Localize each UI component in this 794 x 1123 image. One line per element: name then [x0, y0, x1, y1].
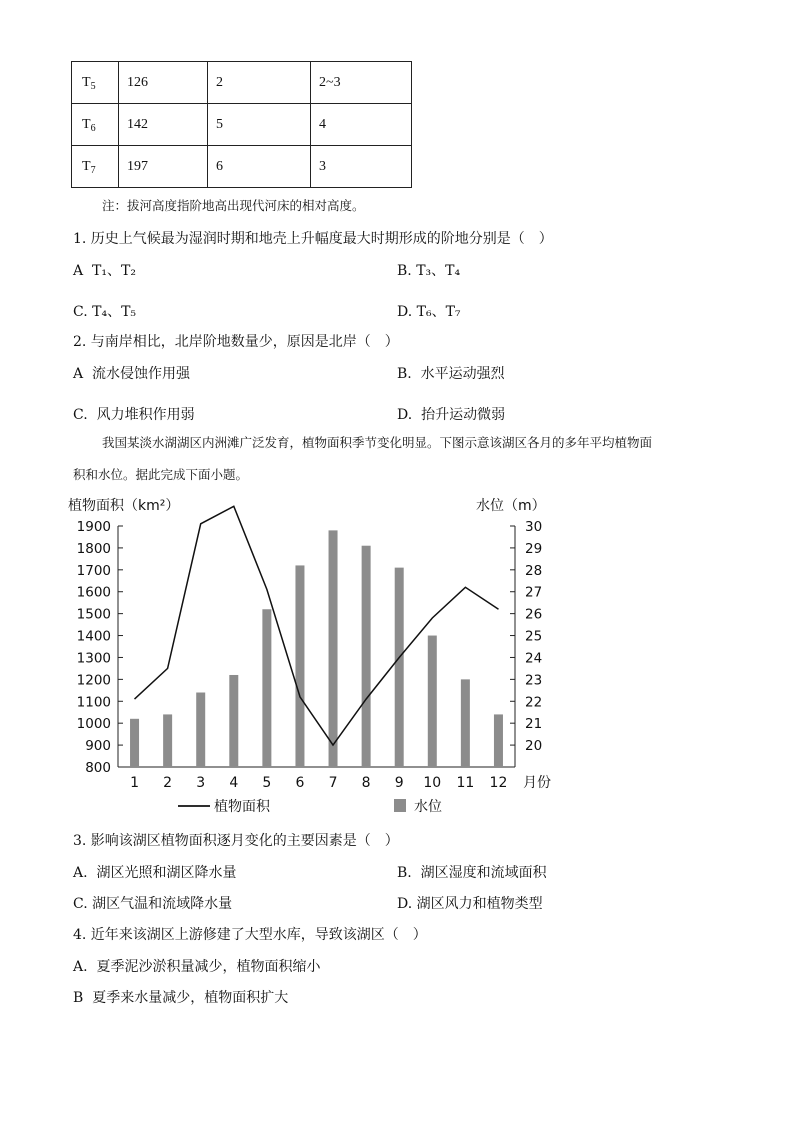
water-level-bar — [329, 530, 338, 767]
option-text: 夏季来水量减少，植物面积扩大 — [92, 990, 289, 1006]
q4-option-b[interactable] — [73, 987, 288, 1007]
option-label: A. — [73, 865, 88, 881]
option-text: 水平运动强烈 — [420, 366, 505, 382]
right-tick-label: 25 — [525, 628, 543, 645]
x-tick-label: 3 — [196, 775, 206, 791]
option-text: T₄、T₅ — [92, 304, 137, 320]
water-level-bar — [428, 636, 437, 767]
table-row — [72, 104, 412, 146]
x-tick-label: 4 — [229, 775, 239, 791]
water-level-bar — [461, 679, 470, 767]
table-cell: 2~3 — [311, 62, 412, 104]
legend-line-label: 植物面积 — [214, 799, 270, 815]
right-axis-title: 水位（m） — [476, 498, 546, 514]
x-tick-label: 10 — [423, 775, 442, 791]
right-tick-label: 22 — [525, 694, 543, 711]
left-tick-label: 1100 — [76, 694, 111, 711]
option-label: D. — [397, 407, 413, 423]
table-row — [72, 62, 412, 104]
x-tick-label: 1 — [130, 775, 140, 791]
option-text: 抬升运动微弱 — [421, 407, 506, 423]
table-cell-terrace — [72, 104, 119, 146]
right-tick-label: 21 — [525, 716, 543, 733]
water-level-bar — [362, 546, 371, 767]
option-label: B — [73, 990, 84, 1006]
water-level-bar — [196, 693, 205, 767]
option-text: 风力堆积作用弱 — [96, 407, 195, 423]
table-cell: 6 — [208, 146, 311, 188]
q2-option-c[interactable] — [73, 404, 195, 424]
plant-area-water-level-chart — [60, 490, 560, 820]
option-text: 湖区光照和湖区降水量 — [96, 865, 237, 881]
right-tick-label: 23 — [525, 672, 543, 689]
option-text: T₃、T₄ — [416, 263, 461, 279]
option-label: A. — [73, 959, 88, 975]
option-text: T₁、T₂ — [92, 263, 136, 279]
passage-line-2: 积和水位。据此完成下面小题。 — [73, 467, 249, 482]
passage-line-1: 我国某淡水湖湖区内洲滩广泛发育，植物面积季节变化明显。下图示意该湖区各月的多年平均植物面 — [102, 435, 653, 450]
table-cell-terrace — [72, 62, 119, 104]
q2-option-d[interactable] — [397, 404, 505, 424]
table-cell: 197 — [119, 146, 208, 188]
chart-marks — [68, 497, 551, 815]
option-label: D. — [397, 304, 413, 320]
table-cell: 5 — [208, 104, 311, 146]
water-level-bar — [130, 719, 139, 767]
terrace-subscript: 6 — [90, 122, 96, 134]
question-3-stem: 3. 影响该湖区植物面积逐月变化的主要因素是（ ） — [73, 833, 399, 849]
right-tick-label: 24 — [525, 650, 543, 667]
terrace-subscript: 7 — [90, 164, 96, 176]
water-level-bar — [163, 714, 172, 767]
x-tick-label: 8 — [361, 775, 371, 791]
option-label: C. — [73, 407, 88, 423]
x-tick-label: 9 — [394, 775, 404, 791]
table-row — [72, 146, 412, 188]
right-tick-label: 29 — [525, 540, 543, 557]
table-note: 注：拔河高度指阶地高出现代河床的相对高度。 — [102, 198, 365, 213]
question-1-stem: 1. 历史上气候最为湿润时期和地壳上升幅度最大时期形成的阶地分别是（ ） — [73, 231, 553, 247]
terrace-table — [71, 61, 412, 188]
option-label: D. — [397, 896, 413, 912]
left-tick-label: 1700 — [76, 562, 111, 579]
option-label: B. — [397, 366, 412, 382]
x-tick-label: 5 — [262, 775, 272, 791]
water-level-bar — [395, 568, 404, 767]
left-tick-label: 1400 — [76, 628, 111, 645]
x-tick-label: 7 — [328, 775, 338, 791]
left-tick-label: 1900 — [76, 519, 111, 535]
q2-option-a[interactable] — [73, 363, 190, 383]
x-axis-unit-label: 月份 — [523, 775, 551, 791]
x-tick-label: 12 — [489, 775, 508, 791]
q3-option-a[interactable] — [73, 862, 236, 882]
option-label: C. — [73, 304, 88, 320]
x-tick-label: 2 — [163, 775, 173, 791]
terrace-table-body — [72, 62, 412, 188]
option-text: 夏季泥沙淤积量减少，植物面积缩小 — [96, 959, 321, 975]
legend-bar-swatch — [394, 799, 406, 812]
water-level-bar — [262, 609, 271, 767]
left-tick-label: 1200 — [76, 672, 111, 689]
x-tick-label: 6 — [295, 775, 305, 791]
q1-option-a[interactable] — [73, 260, 136, 280]
left-tick-label: 1800 — [76, 540, 111, 557]
table-cell: 142 — [119, 104, 208, 146]
option-label: A — [73, 263, 84, 279]
q1-option-b[interactable] — [397, 260, 460, 280]
q2-option-b[interactable] — [397, 363, 505, 383]
option-text: T₆、T₇ — [416, 304, 461, 320]
left-tick-label: 1300 — [76, 650, 111, 667]
q3-option-d[interactable] — [397, 893, 543, 913]
table-cell: 2 — [208, 62, 311, 104]
left-tick-label: 1500 — [76, 606, 111, 623]
terrace-name: T — [82, 116, 91, 132]
x-tick-label: 11 — [456, 775, 475, 791]
right-tick-label: 26 — [525, 606, 543, 623]
q1-option-d[interactable] — [397, 301, 461, 321]
terrace-name: T — [82, 74, 91, 90]
table-cell: 126 — [119, 62, 208, 104]
right-tick-label: 27 — [525, 584, 543, 601]
left-tick-label: 1600 — [76, 584, 111, 601]
water-level-bar — [295, 565, 304, 767]
table-cell: 3 — [311, 146, 412, 188]
option-text: 湖区湿度和流域面积 — [420, 865, 547, 881]
table-cell: 4 — [311, 104, 412, 146]
right-tick-label: 28 — [525, 562, 543, 579]
legend-bar-label: 水位 — [414, 799, 442, 815]
question-4-stem: 4. 近年来该湖区上游修建了大型水库，导致该湖区（ ） — [73, 927, 427, 943]
question-2-stem: 2. 与南岸相比，北岸阶地数量少，原因是北岸（ ） — [73, 334, 399, 350]
left-tick-label: 1000 — [76, 716, 111, 733]
q3-option-b[interactable] — [397, 862, 547, 882]
terrace-subscript: 5 — [90, 80, 96, 92]
option-text: 流水侵蚀作用强 — [92, 366, 191, 382]
option-text: 湖区气温和流域降水量 — [92, 896, 233, 912]
right-tick-label: 20 — [525, 738, 543, 755]
option-label: B. — [397, 263, 412, 279]
left-axis-title: 植物面积（km²） — [68, 498, 180, 514]
option-text: 湖区风力和植物类型 — [416, 896, 543, 912]
right-tick-label: 30 — [525, 519, 543, 535]
terrace-name: T — [82, 158, 91, 174]
option-label: C. — [73, 896, 88, 912]
q4-option-a[interactable] — [73, 956, 320, 976]
left-tick-label: 900 — [85, 738, 111, 755]
q3-option-c[interactable] — [73, 893, 232, 913]
plant-area-line — [135, 506, 499, 745]
table-cell-terrace — [72, 146, 119, 188]
water-level-bar — [229, 675, 238, 767]
q1-option-c[interactable] — [73, 301, 136, 321]
water-level-bar — [494, 714, 503, 767]
option-label: A — [73, 366, 84, 382]
left-tick-label: 800 — [85, 760, 111, 776]
option-label: B. — [397, 865, 412, 881]
